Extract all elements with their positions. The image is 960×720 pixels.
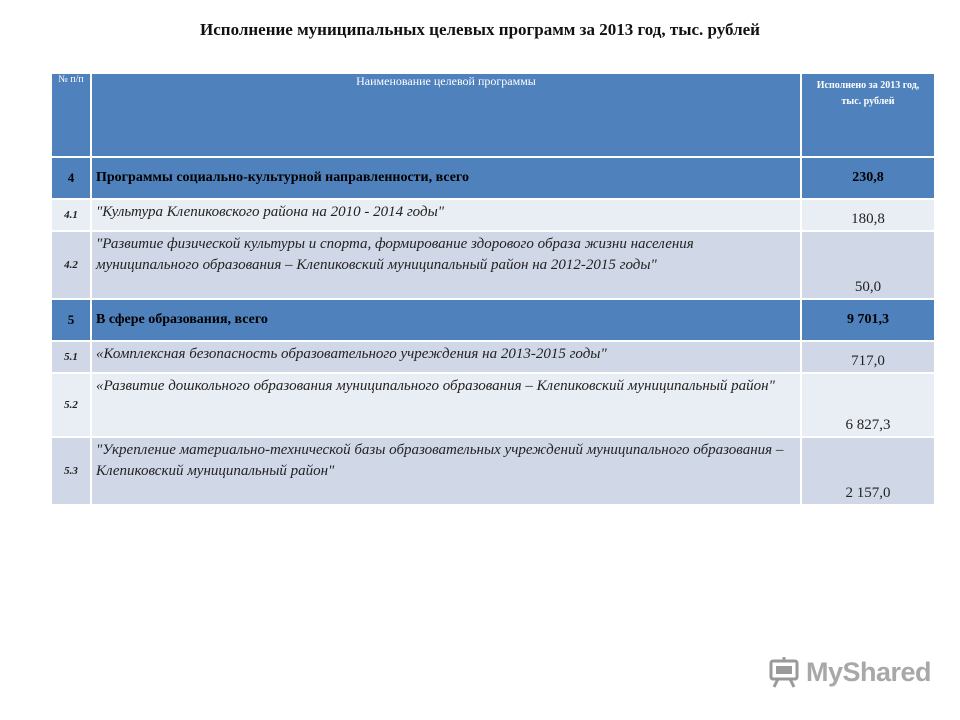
table-row	[51, 437, 935, 505]
row-number: 5.3	[51, 437, 91, 505]
table-row	[51, 341, 935, 373]
row-amount: 9 701,3	[801, 299, 935, 341]
row-program-name: Программы социально-культурной направленности, всего	[91, 157, 801, 199]
presentation-board-icon	[768, 655, 802, 689]
row-number: 4.1	[51, 199, 91, 231]
header-program-name: Наименование целевой программы	[91, 73, 801, 157]
table-row	[51, 373, 935, 437]
row-program-name: «Развитие дошкольного образования муниципального образования – Клепиковский муниципальный район"	[91, 373, 801, 437]
row-amount: 180,8	[801, 199, 935, 231]
row-amount: 50,0	[801, 231, 935, 299]
row-amount: 230,8	[801, 157, 935, 199]
row-program-name: "Культура Клепиковского района на 2010 - 2014 годы"	[91, 199, 801, 231]
row-number: 4	[51, 157, 91, 199]
row-amount: 717,0	[801, 341, 935, 373]
row-amount: 6 827,3	[801, 373, 935, 437]
header-number: № п/п	[51, 73, 91, 157]
row-program-name: "Укрепление материально-технической базы образовательных учреждений муниципального образования – Клепиковский муниципальный район"	[91, 437, 801, 505]
watermark-text: MyShared	[806, 656, 932, 687]
row-number: 4.2	[51, 231, 91, 299]
programs-table	[50, 72, 936, 506]
row-number: 5.1	[51, 341, 91, 373]
row-program-name: "Развитие физической культуры и спорта, формирование здорового образа жизни населения муниципального образования – Клепиковский муниципальный район на 2012-2015 годы"	[91, 231, 801, 299]
page-title: Исполнение муниципальных целевых программ за 2013 год, тыс. рублей	[200, 20, 760, 39]
table-row	[51, 199, 935, 231]
table-header-row	[51, 73, 935, 157]
watermark	[768, 655, 931, 689]
table-row	[51, 299, 935, 341]
row-number: 5.2	[51, 373, 91, 437]
table-row	[51, 231, 935, 299]
table-row	[51, 157, 935, 199]
header-executed-amount: Исполнено за 2013 год, тыс. рублей	[801, 73, 935, 157]
row-amount: 2 157,0	[801, 437, 935, 505]
row-number: 5	[51, 299, 91, 341]
row-program-name: «Комплексная безопасность образовательного учреждения на 2013-2015 годы"	[91, 341, 801, 373]
row-program-name: В сфере образования, всего	[91, 299, 801, 341]
